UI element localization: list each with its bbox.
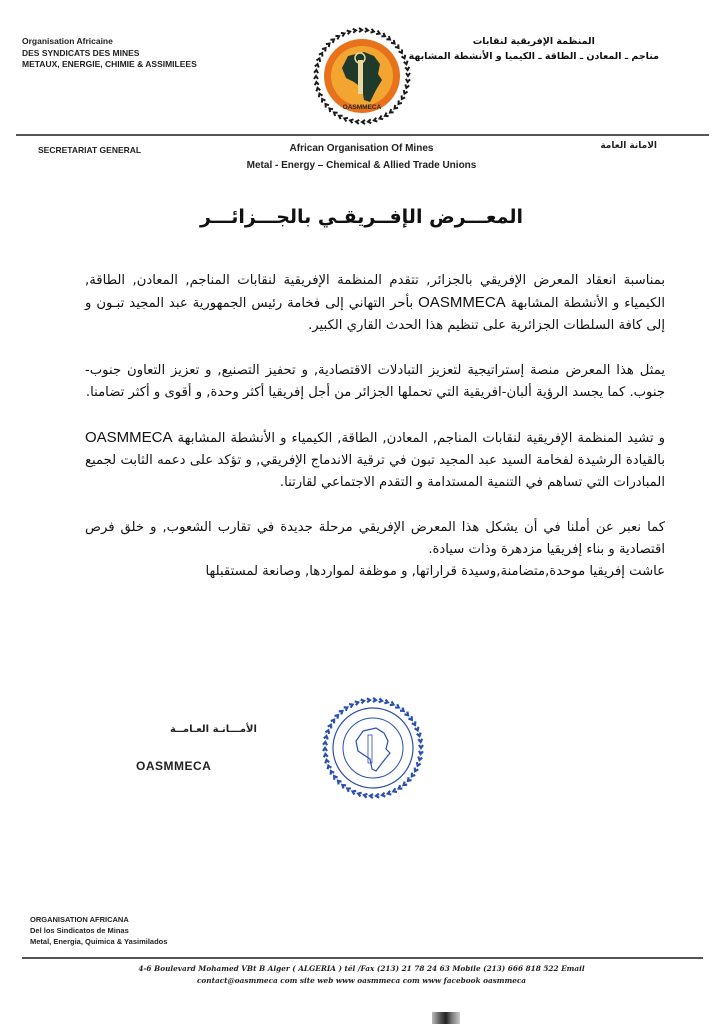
- paragraph-text: و تشيد المنظمة الإفريقية لنقابات المناجم, المعادن, الطاقة, الكيمياء و الأنشطة المشابهة: [172, 431, 665, 446]
- secretariat-general-en: SECRETARIAT GENERAL: [38, 145, 142, 155]
- paragraph-text: كما نعبر عن أملنا في أن يشكل هذا المعرض الإفريقي مرحلة جديدة في تقارب الشعوب, و خلق فرص اقتصادية و بناء إفريقيا مزدهرة وذات سيادة.: [85, 520, 665, 557]
- arabic-org-line: المنظمة الإفريقية لنقابات: [472, 36, 595, 47]
- english-org-name: [0, 140, 723, 174]
- org-acronym: OASMMECA: [85, 429, 173, 446]
- french-org-line: Organisation Africaine: [22, 36, 113, 46]
- stamp-wreath-icon: [323, 698, 423, 798]
- spanish-org-name: [30, 914, 167, 947]
- org-acronym: OASMMECA: [418, 294, 506, 311]
- contact-line: contact@oasmmeca com site web www oasmmeca com www facebook oasmmeca: [196, 976, 527, 985]
- logo-label: OASMMECA: [342, 104, 382, 111]
- paragraph-text: بمناسبة انعقاد المعرض الإفريقي بالجزائر, تتقدم المنظمة الإفريقية لنقابات المناجم, المعادن, الطاقة, الكيمياء و الأنشطة المشابهة: [85, 273, 665, 311]
- oasmmeca-logo: [308, 26, 416, 130]
- spanish-org-line: Metal, Energia, Quimica & Yasimilados: [30, 937, 168, 946]
- paragraph-4: [85, 517, 665, 583]
- spanish-org-line: Del los Sindicatos de Minas: [30, 926, 129, 935]
- paragraph-2: يمثل هذا المعرض منصة إستراتيجية لتعزيز التبادلات الاقتصادية, و تحفيز التصنيع, و تعزيز التعاون جنوب-جنوب. كما يجسد الرؤية ألبان-افريقية التي تحملها الجزائر من أجل إفريقيا أكثر وحدة, و أقوى و أكثر تضامنا.: [85, 363, 665, 400]
- french-org-line: DES SYNDICATS DES MINES: [22, 47, 140, 58]
- closing-line: عاشت إفريقيا موحدة,متضامنة,وسيدة قراراتها, و موظفة لمواردها, وصانعة لمستقبلها: [205, 564, 665, 579]
- english-org-line: African Organisation Of Mines: [289, 143, 434, 154]
- english-org-line: Metal - Energy – Chemical & Allied Trade Unions: [246, 160, 477, 171]
- paragraph-1: [85, 270, 665, 337]
- french-org-line: METAUX, ENERGIE, CHIMIE & ASSIMILEES: [22, 59, 197, 69]
- arabic-org-name: [409, 34, 659, 64]
- address-line: 4-6 Boulevard Mohamed VBt B Alger ( ALGERIA ) tél /Fax (213) 21 78 24 63 Mobile (213) 666 818 522 Email: [138, 964, 585, 973]
- french-org-name: [22, 36, 197, 71]
- secretariat-general-ar: الامانة العامة: [600, 141, 657, 151]
- footer-divider: [22, 957, 703, 959]
- signature-name: OASMMECA: [136, 759, 212, 773]
- paragraph-3: [85, 427, 665, 494]
- organization-stamp: [318, 693, 428, 803]
- paragraph-text: بالقيادة الرشيدة لفخامة السيد عبد المجيد تبون في ترقية الاندماج الإفريقي, و تؤكد على دعمه الثابت لجميع المبادرات التي تساهم في التنمية المستدامة و التقدم الاجتماعي لقارتنا.: [85, 453, 665, 490]
- spanish-org-line: ORGANISATION AFRICANA: [30, 915, 129, 924]
- scan-artifact: [432, 1012, 460, 1024]
- header-divider: [16, 134, 709, 136]
- signature-title-ar: الأمـــانـة العـامــة: [170, 724, 257, 735]
- letter-body: [85, 270, 665, 583]
- footer-contact: [0, 963, 723, 987]
- paragraph-text: بأحر التهاني إلى فخامة رئيس الجمهورية عبد المجيد تبـون و إلى كافة السلطات الجزائرية على تنظيم هذا الحدث القاري الكبير.: [85, 296, 665, 333]
- arabic-org-line: مناجم ـ المعادن ـ الطاقة ـ الكيميا و الأنشطة المشابهة: [408, 51, 659, 62]
- document-title: المعـــرض الإفــريقـي بالجـــزائـــر: [199, 206, 524, 228]
